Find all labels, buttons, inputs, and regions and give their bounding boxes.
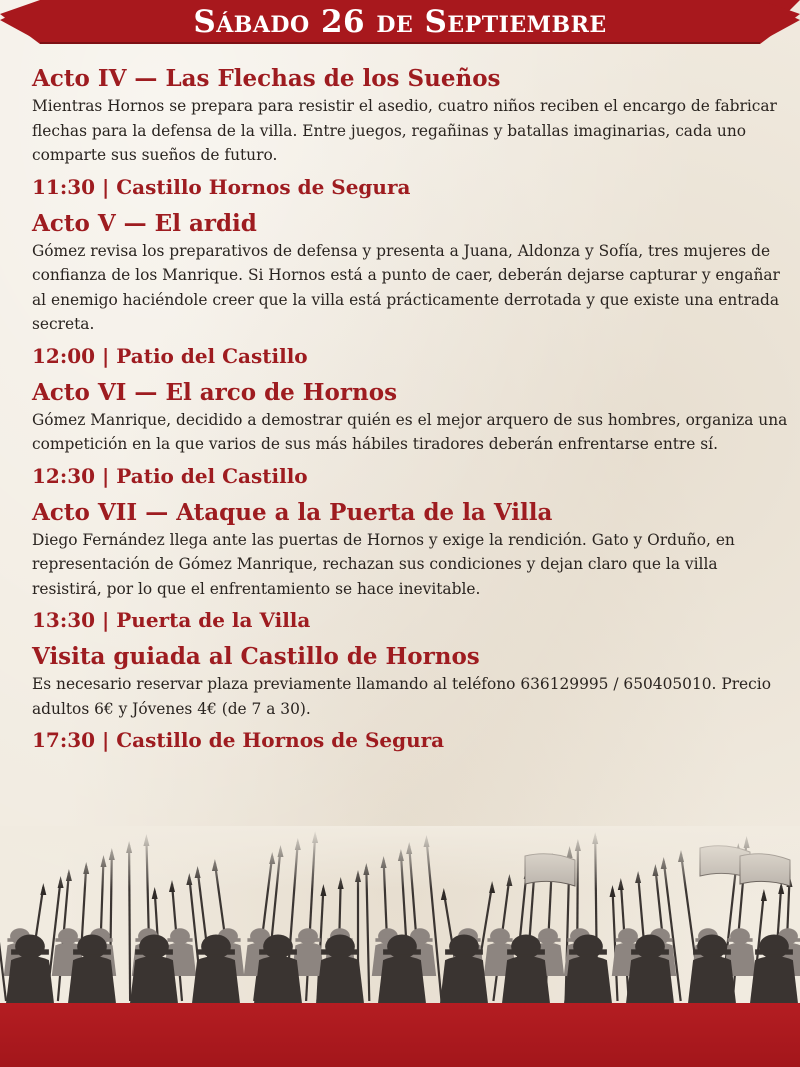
event-description: Es necesario reservar plaza previamente llamando al teléfono 636129995 / 650405010. Precio adultos 6€ y Jóvenes 4€ (de 7 a 30). <box>32 675 771 718</box>
event-item <box>32 64 792 201</box>
footer-band <box>0 1003 800 1067</box>
soldiers-illustration <box>0 826 800 1006</box>
event-description: Diego Fernández llega ante las puertas de Hornos y exige la rendición. Gato y Orduño, en representación de Gómez Manrique, rechazan sus condiciones y dejan claro que la villa resistirá, por lo que el enfrentamiento se hace inevitable. <box>32 530 735 598</box>
event-time-place: 12:30 | Patio del Castillo <box>32 463 308 488</box>
event-time-place: 17:30 | Castillo de Hornos de Segura <box>32 728 445 752</box>
date-banner <box>0 0 800 46</box>
event-item <box>32 378 792 490</box>
event-list <box>32 64 792 762</box>
event-time-place: 11:30 | Castillo Hornos de Segura <box>32 174 411 199</box>
event-description: Gómez revisa los preparativos de defensa y presenta a Juana, Aldonza y Sofía, tres mujeres de confianza de los Manrique. Si Hornos está a punto de caer, deberán dejarse capturar y engañar al enemigo haciéndole creer que la villa está prácticamente derrotada y que existe una entrada secreta. <box>32 241 780 333</box>
event-time-place: 12:00 | Patio del Castillo <box>32 343 308 368</box>
event-item <box>32 209 792 370</box>
page-title: Sábado 26 de Septiembre <box>193 4 607 40</box>
event-title: Visita guiada al Castillo de Hornos <box>32 643 480 670</box>
event-title: Acto V — El ardid <box>32 209 257 237</box>
event-description: Mientras Hornos se prepara para resistir el asedio, cuatro niños reciben el encargo de fabricar flechas para la defensa de la villa. Entre juegos, regañinas y batallas imaginarias, cada uno comparte sus sueños de futuro. <box>32 97 777 164</box>
event-title: Acto VI — El arco de Hornos <box>32 378 398 406</box>
event-title: Acto IV — Las Flechas de los Sueños <box>32 65 501 92</box>
event-title: Acto VII — Ataque a la Puerta de la Villa <box>32 498 553 526</box>
event-item <box>32 498 792 635</box>
event-item <box>32 642 792 754</box>
event-time-place: 13:30 | Puerta de la Villa <box>32 608 311 632</box>
event-description: Gómez Manrique, decidido a demostrar quién es el mejor arquero de sus hombres, organiza una competición en la que varios de sus más hábiles tiradores deberán enfrentarse entre sí. <box>32 410 788 453</box>
